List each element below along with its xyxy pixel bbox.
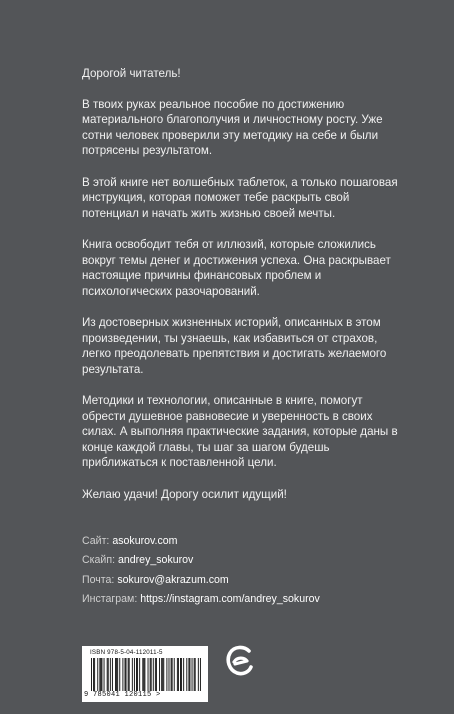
barcode-bar [99,658,100,691]
barcode-bar [161,658,162,691]
barcode-bar [151,658,152,691]
skype-value[interactable]: andrey_sokurov [117,554,194,567]
mail-label: Почта: [82,573,115,586]
site-link[interactable]: asokurov.com [112,535,178,547]
contacts-block [82,532,320,609]
contact-mail [82,571,320,590]
barcode-bar [126,658,127,691]
barcode-bar [110,658,111,691]
barcode-bar [189,658,190,691]
barcode-bar [155,658,156,691]
barcode-bar [136,658,137,691]
skype-label: Скайп: [82,554,116,567]
paragraph-3: Книга освободит тебя от иллюзий, которые сложились вокруг темы денег и достижения успеха. Она раскрывает настоящие причины финансовых проблем и психологических разочарований. [82,238,391,298]
barcode-bar [181,658,182,691]
contact-skype [82,551,320,570]
instagram-label: Инстаграм: [82,592,138,605]
barcode-bar [166,658,167,691]
annotation-text [82,66,402,518]
barcode-bar [93,658,94,691]
barcode-bar [148,658,149,691]
barcode-bar [104,658,105,691]
barcode-bar [139,658,140,691]
paragraph-4: Из достоверных жизненных историй, описанных в этом произведении, ты узнаешь, как избавиться от страхов, легко преодолевать препятствия и достигать желаемого результата. [82,316,387,376]
barcode-bar [186,658,187,691]
contact-instagram [82,590,320,609]
barcode-bar [125,658,126,691]
barcode-bar [192,658,193,691]
barcode-bar [200,658,201,691]
barcode-bar [108,658,109,691]
barcode-bar [134,658,135,691]
barcode-bar [129,658,130,691]
barcode-bar [169,658,170,691]
closing-line: Желаю удачи! Дорогу осилит идущий! [82,487,287,501]
publisher-logo-icon [225,645,255,677]
barcode-bar [91,658,92,691]
barcode-bar [117,658,118,691]
barcode-bar [116,658,117,691]
barcode-bar [128,658,129,691]
barcode-bar [174,658,175,691]
barcode-bar [171,658,172,691]
barcode-bar [180,658,181,691]
barcode-bar [195,658,196,691]
barcode-bar [144,658,145,691]
barcode-bar [183,658,184,691]
instagram-link[interactable]: https://instagram.com/andrey_sokurov [140,592,320,605]
barcode-bar [100,658,101,691]
contact-site [82,532,320,551]
barcode-bar [97,658,98,691]
paragraph-5: Методики и технологии, описанные в книге, помогут обрести душевное равновесие и уверенность в своих силах. А выполняя практические задания, которые даны в конце каждой главы, ты шаг за шагом будешь приближаться к поставленной цели. [82,394,398,469]
barcode-bar [132,658,133,691]
barcode-bar [163,658,164,691]
paragraph-1: В твоих руках реальное пособие по достижению материального благополучия и личностному росту. Уже сотни человек проверили эту методику на себе и были потрясены результатом. [82,97,383,157]
barcode-bar [115,658,116,691]
barcode-bars [91,658,201,691]
isbn-text: ISBN 978-5-04-112011-5 [90,649,163,656]
barcode-bar [142,658,143,691]
barcode-bar [107,658,108,691]
barcode-bar [94,658,95,691]
barcode-bar [178,658,179,691]
barcode-bar [119,658,120,691]
barcode-bar [162,658,163,691]
barcode-bar [143,658,144,691]
barcode-bar [156,658,157,691]
isbn-barcode [82,646,208,702]
barcode-bar [194,658,195,691]
barcode-bar [172,658,173,691]
site-label: Сайт: [82,535,110,547]
barcode-bar [137,658,138,691]
greeting: Дорогой читатель! [82,67,181,80]
barcode-bar [112,658,113,691]
mail-link[interactable]: sokurov@akrazum.com [117,573,229,586]
barcode-bar [198,658,199,691]
barcode-bar [153,658,154,691]
barcode-bar [101,658,102,691]
barcode-bar [177,658,178,691]
barcode-bar [159,658,160,691]
barcode-digits: 9 785041 120115 > [84,691,161,699]
barcode-bar [188,658,189,691]
barcode-bar [122,658,123,691]
barcode-bar [150,658,151,691]
paragraph-2: В этой книге нет волшебных таблеток, а только пошаговая инструкция, которая поможет тебе раскрыть свой потенциал и начать жить жизнью своей мечты. [82,175,398,220]
